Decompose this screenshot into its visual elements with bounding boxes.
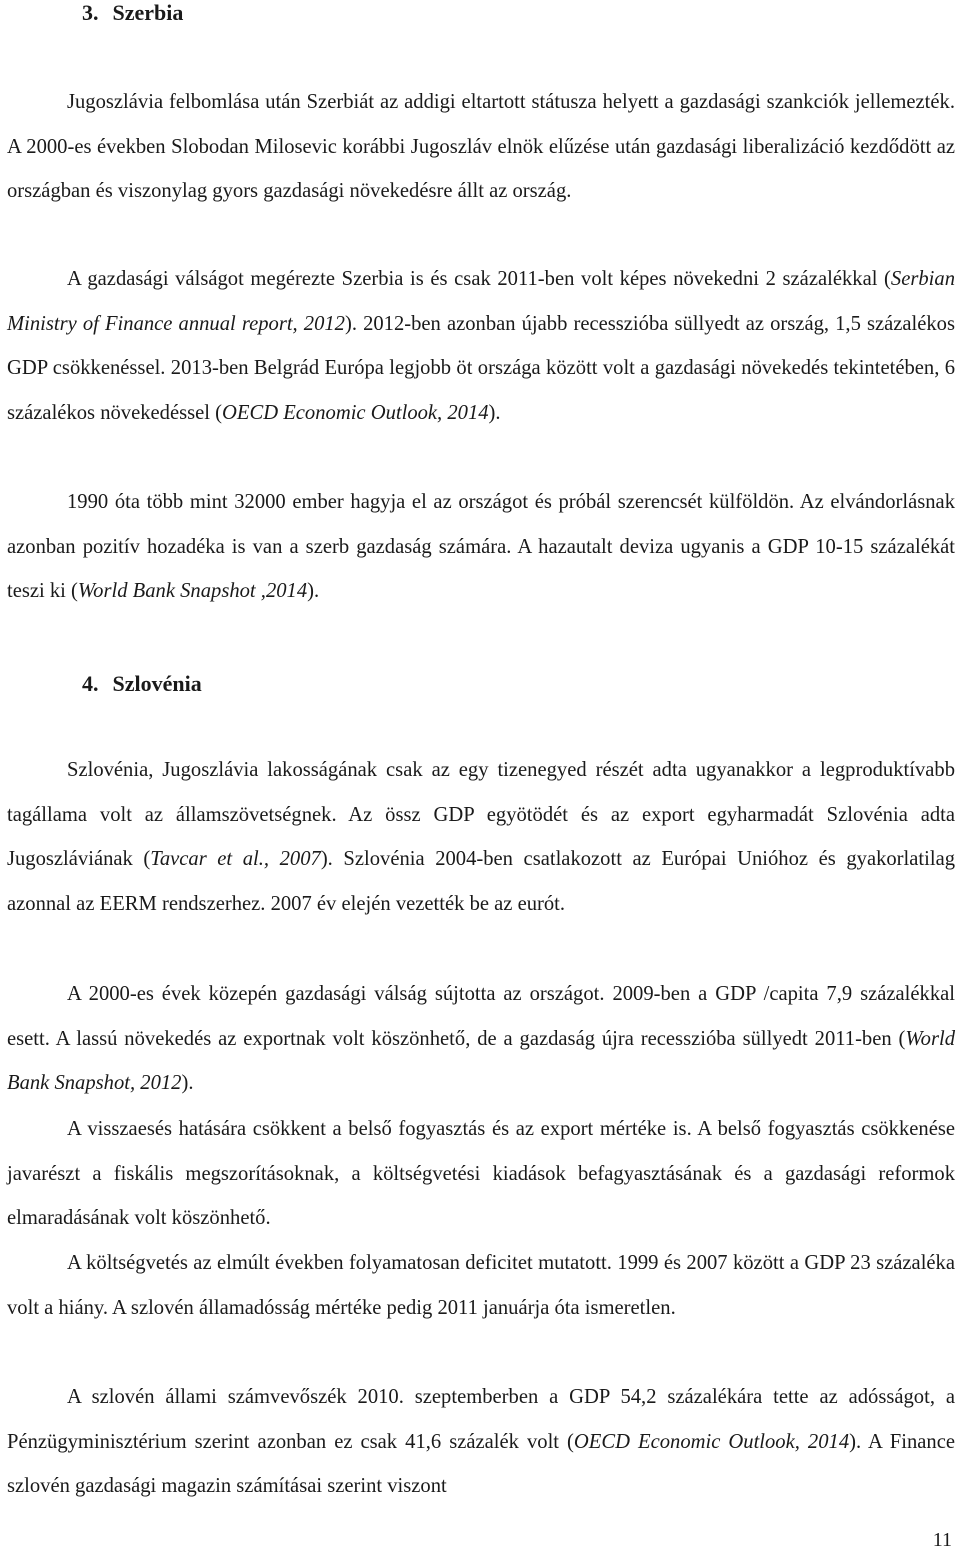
citation: Tavcar et al., 2007 [150,848,321,871]
citation: Serbian Ministry of Finance annual report, 2012 [7,268,955,335]
paragraph-szerbia-3: 1990 óta több mint 32000 ember hagyja el az országot és próbál szerencsét külföldön. Az elvándorlásnak azonban pozitív hozadéka is van a szerb gazdaság számára. A hazautalt deviza ugyanis a GDP 10-15 százalékát teszi ki (World Bank Snapshot ,2014). [7,491,955,603]
page-number: 11 [932,1529,952,1551]
section-number: 4. [82,671,99,696]
section-title: Szerbia [112,0,184,25]
paragraph-szerbia-1: Jugoszlávia felbomlása után Szerbiát az addigi eltartott státusza helyett a gazdasági szankciók jellemezték. A 2000-es években Slobodan Milosevic korábbi Jugoszláv elnök elűzése után gazdasági liberalizáció kezdődött az országban és viszonylag gyors gazdasági növekedésre állt az ország. [7,91,955,203]
paragraph-szlovenia-2: A 2000-es évek közepén gazdasági válság sújtotta az országot. 2009-ben a GDP /capita 7,9 százalékkal esett. A lassú növekedés az exportnak volt köszönhető, de a gazdaság újra recesszióba süllyedt 2011-ben (World Bank Snapshot, 2012). [7,983,955,1095]
paragraph-szlovenia-3: A visszaesés hatására csökkent a belső fogyasztás és az export mértéke is. A belső fogyasztás csökkenése javarészt a fiskális megszorításoknak, a költségvetési kiadások befagyasztásának és a gazdasági reformok elmaradásának volt köszönhető. [7,1118,955,1230]
section-title: Szlovénia [112,671,202,696]
citation: OECD Economic Outlook, 2014 [222,401,489,424]
citation: OECD Economic Outlook, 2014 [573,1430,850,1453]
paragraph-szlovenia-1: Szlovénia, Jugoszlávia lakosságának csak az egy tizenegyed részét adta ugyanakkor a legproduktívabb tagállama volt az államszövetségnek. Az össz GDP egyötödét és az export egyharmadát Szlovénia adta Jugoszláviának (Tavcar et al., 2007). Szlovénia 2004-ben csatlakozott az Európai Unióhoz és gyakorlatilag azonnal az EERM rendszerhez. 2007 év elején vezették be az eurót. [7,759,956,915]
section-heading-szerbia [82,0,183,26]
paragraph-szlovenia-5: A szlovén állami számvevőszék 2010. szeptemberben a GDP 54,2 százalékára tette az adósságot, a Pénzügyminisztérium szerint azonban ez csak 41,6 százalék volt (OECD Economic Outlook, 2014). A Finance szlovén gazdasági magazin számításai szerint viszont [7,1386,955,1498]
section-number: 3. [82,0,99,25]
paragraph-szlovenia-4: A költségvetés az elmúlt években folyamatosan deficitet mutatott. 1999 és 2007 között a GDP 23 százaléka volt a hiány. A szlovén államadósság mértéke pedig 2011 januárja óta ismeretlen. [7,1252,955,1319]
citation: World Bank Snapshot ,2014 [77,580,308,603]
citation: World Bank Snapshot, 2012 [7,1027,955,1095]
section-heading-szlovenia [82,671,202,697]
paragraph-szerbia-2: A gazdasági válságot megérezte Szerbia is és csak 2011-ben volt képes növekedni 2 százalékkal (Serbian Ministry of Finance annual report, 2012). 2012-ben azonban újabb recesszióba süllyedt az ország, 1,5 százalékos GDP csökkenéssel. 2013-ben Belgrád Európa legjobb öt országa között volt a gazdasági növekedés tekintetében, 6 százalékos növekedéssel (OECD Economic Outlook, 2014). [7,268,955,424]
